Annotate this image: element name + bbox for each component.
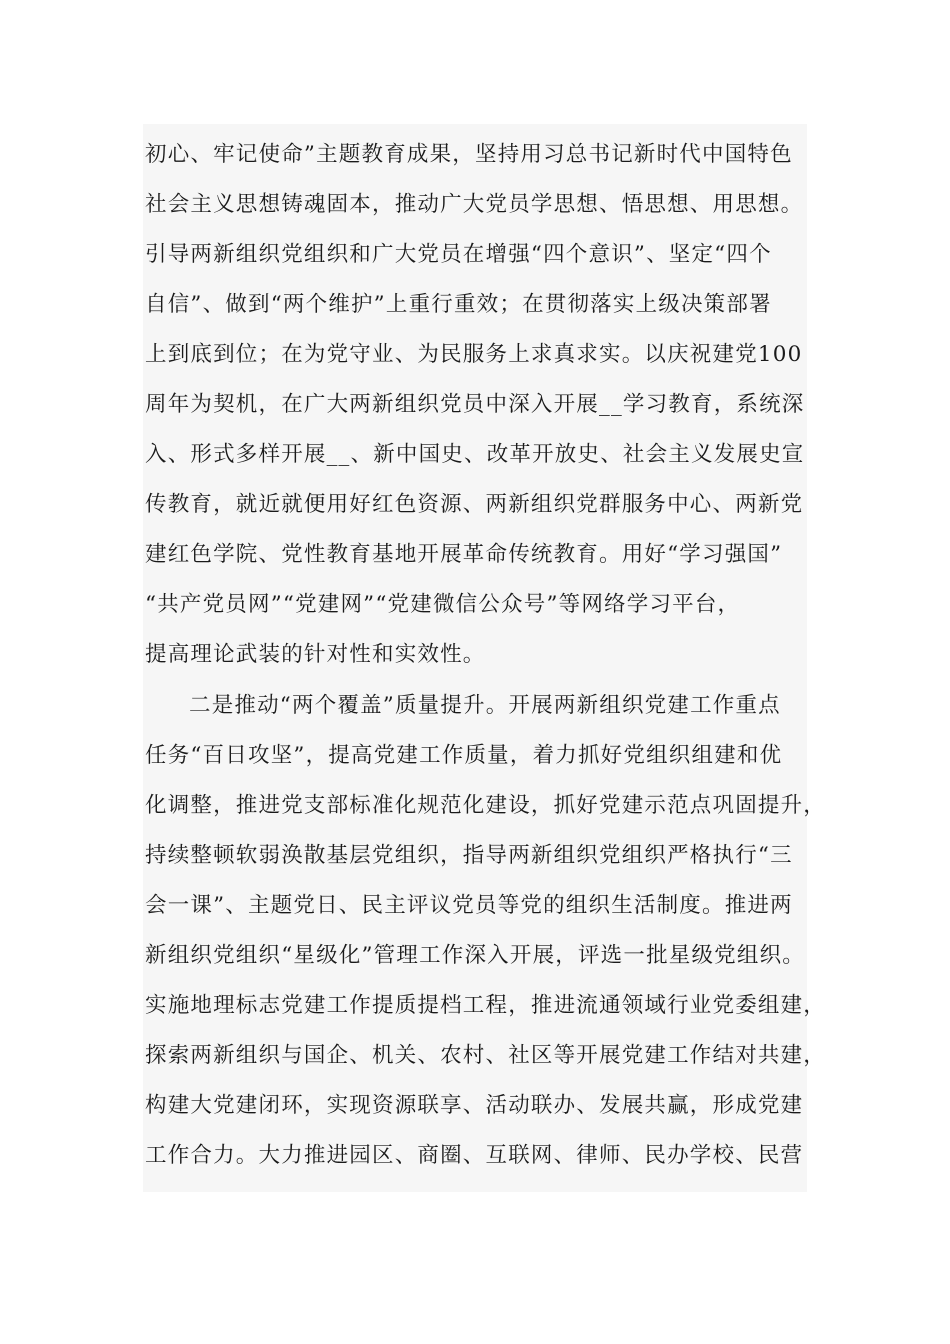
paragraph-line: 提高理论武装的针对性和实效性。 (145, 642, 486, 667)
paragraph-line: 任务“百日攻坚”，提高党建工作质量，着力抓好党组织组建和优 (145, 743, 783, 768)
paragraph-line: 会一课”、主题党日、民主评议党员等党的组织生活制度。推进两 (145, 893, 793, 918)
paragraph-line: 持续整顿软弱涣散基层党组织，指导两新组织党组织严格执行“三 (145, 843, 793, 868)
paragraph-line: 引导两新组织党组织和广大党员在增强“四个意识”、坚定“四个 (145, 242, 772, 267)
paragraph-line: 工作合力。大力推进园区、商圈、互联网、律师、民办学校、民营 (145, 1143, 804, 1168)
paragraph-line: 化调整，推进党支部标准化规范化建设，抓好党建示范点巩固提升， (145, 793, 827, 818)
paragraph-line: 传教育，就近就便用好红色资源、两新组织党群服务中心、两新党 (145, 492, 804, 517)
paragraph-line: 初心、牢记使命”主题教育成果，坚持用习总书记新时代中国特色 (145, 142, 793, 167)
paragraph-line: 二是推动“两个覆盖”质量提升。开展两新组织党建工作重点 (189, 693, 781, 718)
paragraph-line: 自信”、做到“两个维护”上重行重效；在贯彻落实上级决策部署 (145, 292, 772, 317)
paragraph-2 (143, 676, 827, 1192)
paragraph-1 (143, 124, 807, 676)
paragraph-line: 探索两新组织与国企、机关、农村、社区等开展党建工作结对共建， (145, 1043, 827, 1068)
paragraph-line: 上到底到位；在为党守业、为民服务上求真求实。以庆祝建党100 (145, 342, 803, 367)
paragraph-line: 社会主义思想铸魂固本，推动广大党员学思想、悟思想、用思想。 (145, 192, 804, 217)
paragraph-line: 周年为契机，在广大两新组织党员中深入开展__学习教育，系统深 (145, 392, 805, 417)
paragraph-line: 实施地理标志党建工作提质提档工程，推进流通领域行业党委组建， (145, 993, 827, 1018)
paragraph-line: “共产党员网”“党建网”“党建微信公众号”等网络学习平台， (145, 592, 741, 617)
paragraph-line: 建红色学院、党性教育基地开展革命传统教育。用好“学习强国” (145, 542, 783, 567)
paragraph-line: 新组织党组织“星级化”管理工作深入开展，评选一批星级党组织。 (145, 943, 805, 968)
paragraph-line: 构建大党建闭环，实现资源联享、活动联办、发展共赢，形成党建 (145, 1093, 804, 1118)
paragraph-line: 入、形式多样开展__、新中国史、改革开放史、社会主义发展史宣 (145, 442, 805, 467)
